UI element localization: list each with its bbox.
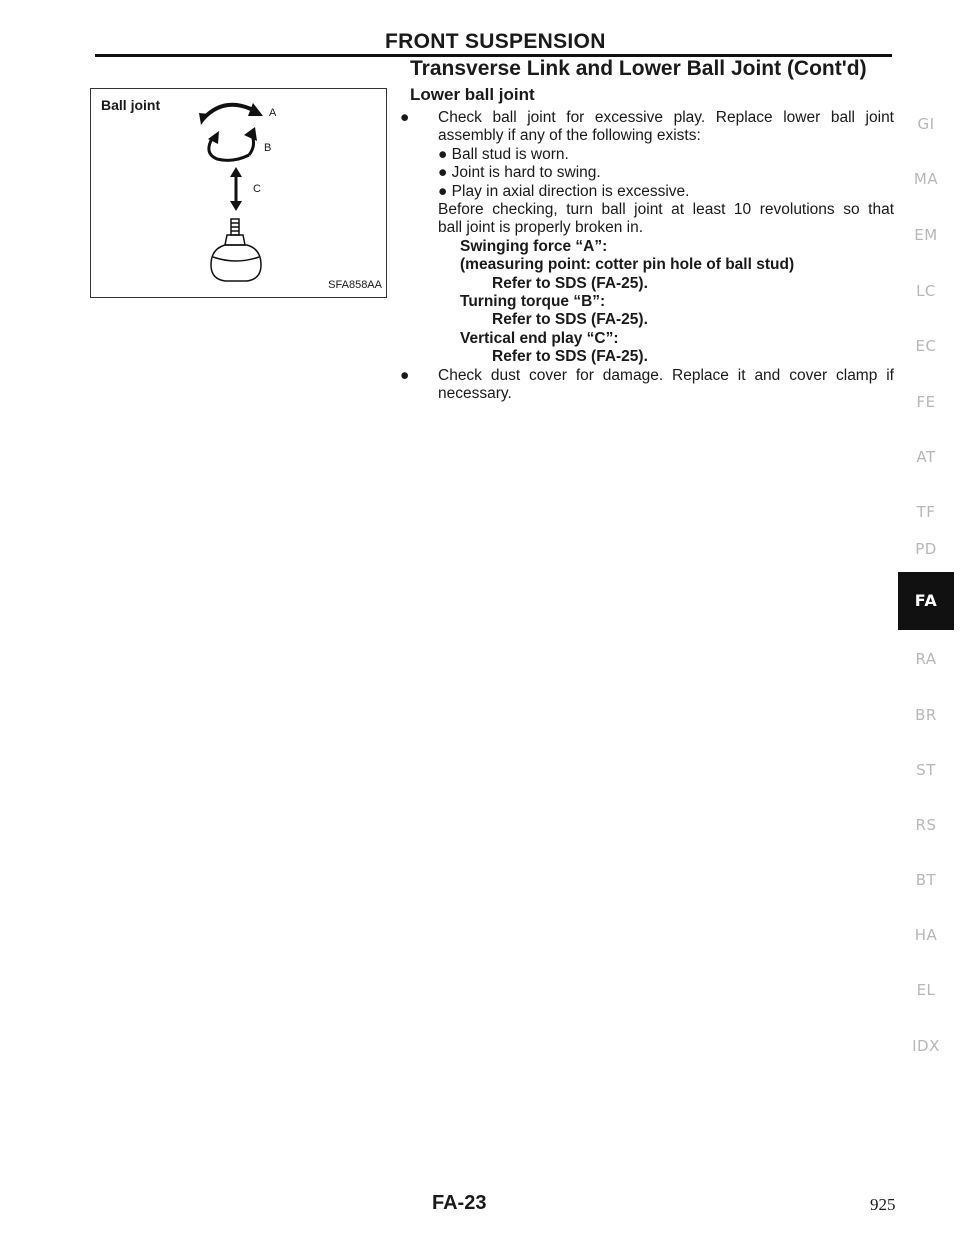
- sub-item-2: ● Joint is hard to swing.: [438, 164, 601, 182]
- side-tab-ha[interactable]: HA: [914, 926, 938, 944]
- bullet-icon: ●: [400, 109, 410, 126]
- ball-joint-figure: [90, 88, 387, 298]
- bullet1-line2: assembly if any of the following exists:: [438, 127, 701, 145]
- header-title: FRONT SUSPENSION: [385, 30, 606, 53]
- side-tab-tf[interactable]: TF: [916, 503, 936, 521]
- bullet2-line1: ● Check dust cover for damage. Replace it and cover clamp if: [400, 366, 894, 384]
- footer-section-code: FA-23: [432, 1192, 487, 1214]
- side-tab-idx[interactable]: IDX: [912, 1037, 940, 1055]
- subhead: Lower ball joint: [410, 85, 535, 104]
- side-tab-br[interactable]: BR: [915, 706, 937, 724]
- side-tab-ec[interactable]: EC: [915, 337, 937, 355]
- section-title: Transverse Link and Lower Ball Joint (Cont'd): [410, 57, 867, 80]
- swing-arrow-icon: [203, 105, 251, 119]
- figure-letter-a: A: [269, 107, 277, 119]
- side-tab-gi[interactable]: GI: [917, 115, 935, 133]
- turn-ref: Refer to SDS (FA-25).: [492, 311, 648, 329]
- sub-item-1: ● Ball stud is worn.: [438, 145, 569, 163]
- side-tab-em[interactable]: EM: [914, 226, 938, 244]
- bullet1-line1: ● Check ball joint for excessive play. Replace lower ball joint: [400, 109, 894, 126]
- body-text: [400, 109, 900, 404]
- side-tab-st[interactable]: ST: [916, 761, 936, 779]
- side-tab-bt[interactable]: BT: [915, 871, 937, 889]
- side-tab-pd[interactable]: PD: [915, 540, 937, 558]
- side-tab-fe[interactable]: FE: [916, 393, 936, 411]
- bullet-icon: ●: [400, 366, 410, 384]
- bullet2-line2: necessary.: [438, 385, 512, 403]
- note-line1: Before checking, turn ball joint at least 10 revolutions so that: [438, 201, 894, 219]
- figure-code: SFA858AA: [328, 279, 382, 291]
- side-tab-fa[interactable]: FA: [898, 572, 954, 630]
- side-tab-at[interactable]: AT: [916, 448, 936, 466]
- vert-label: Vertical end play “C”:: [460, 329, 619, 347]
- swing-label: Swinging force “A”:: [460, 237, 608, 255]
- sub-item-3: ● Play in axial direction is excessive.: [438, 182, 690, 200]
- footer-page-number: 925: [870, 1195, 896, 1214]
- ball-joint-illustration: [91, 89, 388, 299]
- swing-ref: Refer to SDS (FA-25).: [492, 274, 648, 292]
- note-line2: ball joint is properly broken in.: [438, 219, 644, 237]
- figure-label: Ball joint: [101, 97, 161, 113]
- figure-letter-c: C: [253, 183, 261, 195]
- side-tab-rs[interactable]: RS: [915, 816, 937, 834]
- turn-label: Turning torque “B”:: [460, 293, 606, 311]
- side-tab-lc[interactable]: LC: [916, 282, 936, 300]
- side-tab-ma[interactable]: MA: [913, 170, 939, 188]
- figure-letter-b: B: [264, 142, 272, 154]
- swing-point: (measuring point: cotter pin hole of ball stud): [460, 256, 795, 274]
- side-tab-ra[interactable]: RA: [915, 650, 937, 668]
- side-tab-el[interactable]: EL: [916, 981, 936, 999]
- ball-joint-icon: [211, 219, 261, 281]
- vert-ref: Refer to SDS (FA-25).: [492, 348, 648, 366]
- swing-arrowtail-icon: [199, 113, 209, 125]
